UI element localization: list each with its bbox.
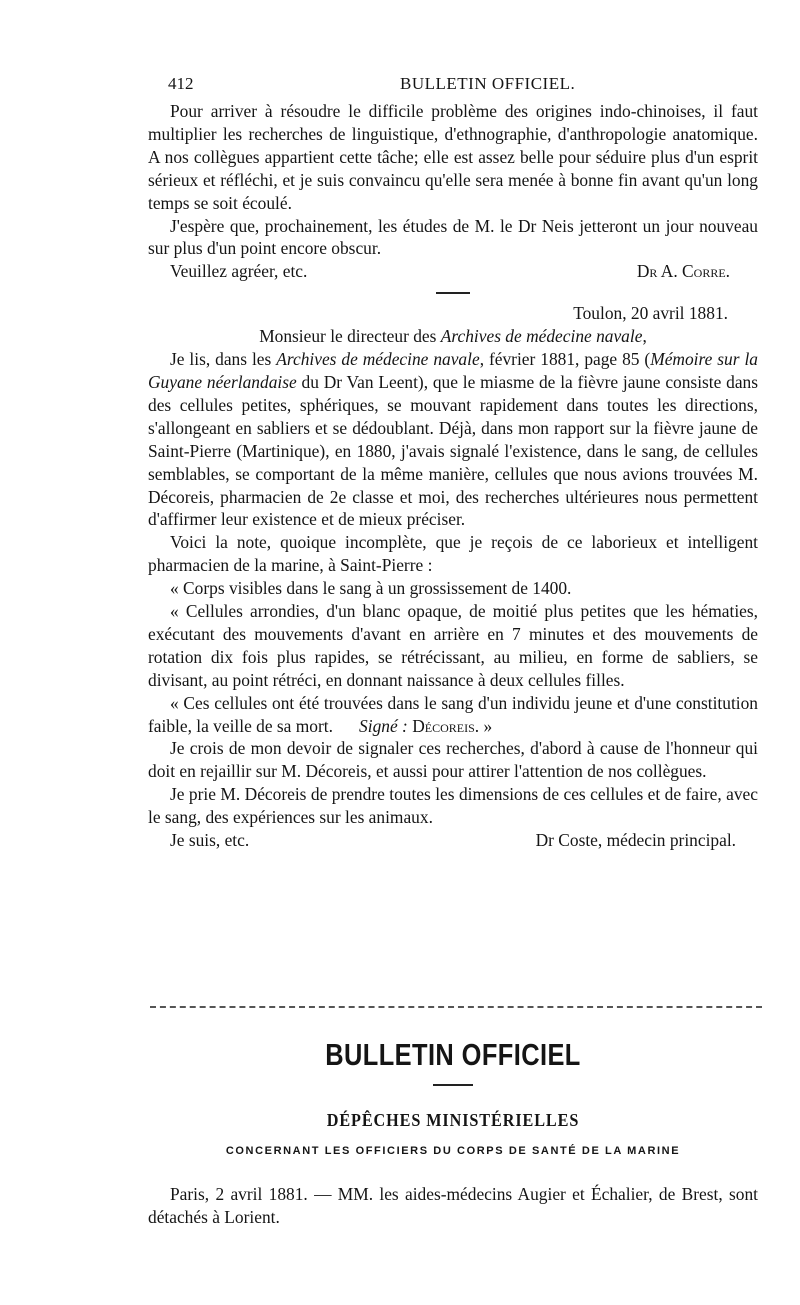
quote-paragraph-3 — [148, 692, 758, 738]
letter2-dateline: Toulon, 20 avril 1881. — [573, 303, 728, 324]
bulletin-section — [148, 1035, 758, 1157]
p1-text-b: , février 1881, page 85 ( — [479, 349, 651, 370]
letter1-signature: Dr A. Corre. — [636, 261, 730, 282]
page-header — [168, 74, 753, 100]
p1-memoir-title: Mémoire sur la Guyane néerlandaise — [148, 349, 758, 392]
quote-3-signed: Signé : — [359, 715, 408, 736]
section-title: BULLETIN OFFICIEL — [325, 1037, 581, 1072]
section-divider — [150, 1006, 762, 1008]
section-subtitle: DÉPÊCHES MINISTÉRIELLES — [326, 1110, 580, 1130]
salutation-journal: Archives de médecine navale — [440, 326, 643, 347]
quote-paragraph-2: « Cellules arrondies, d'un blanc opaque, de moitié plus petites que les hématies, exécutant des mouvements d'avant en arrière en 7 minutes et des mouvements de rotation dix fois plus rapides, se rétrécissant, au milieu, en forme de sabliers, se divisant, au point rétréci, en donnant naissance à deux cellules filles. — [148, 601, 758, 690]
letters-body — [148, 100, 758, 852]
letter1-closing: Veuillez agréer, etc. — [170, 261, 308, 282]
salutation-comma: , — [642, 326, 647, 347]
quote-paragraph-1: « Corps visibles dans le sang à un grossissement de 1400. — [170, 578, 572, 599]
letter1-paragraph-2: J'espère que, prochainement, les études de M. le Dr Neis jetteront un jour nouveau sur plus d'un point encore obscur. — [148, 215, 758, 259]
letter2-paragraph-3: Je crois de mon devoir de signaler ces recherches, d'abord à cause de l'honneur qui doit en rejaillir sur M. Décoreis, et aussi pour attirer l'attention de nos collègues. — [148, 738, 758, 782]
title-rule — [433, 1084, 473, 1086]
quote-3-text: « Ces cellules ont été trouvées dans le sang d'un individu jeune et d'une constitution faible, la veille de sa mort. — [148, 692, 758, 736]
page-number: 412 — [168, 74, 194, 93]
letter1-paragraph-1: Pour arriver à résoudre le difficile problème des origines indo-chinoises, il faut multiplier les recherches de linguistique, d'ethnographie, d'anthropologie anatomique. A nos collègues appartient cette tâche; elle est assez belle pour séduire plus d'un esprit sérieux et réfléchi, et je suis convaincu qu'elle sera menée à bonne fin avant qu'un long temps se soit écoulé. — [148, 101, 758, 213]
letter2-closing: Je suis, etc. — [170, 830, 250, 851]
letter2-paragraph-4: Je prie M. Décoreis de prendre toutes les dimensions de ces cellules et de faire, avec le sang, des expériences sur les animaux. — [148, 784, 758, 828]
separator-rule — [436, 292, 470, 294]
p1-text-c: du Dr Van Leent), que le miasme de la fièvre jaune consiste dans des cellules petites, sphériques, se mouvant rapidement dans toutes les directions, s'allongeant en sabliers et se dédoublant. Déjà, dans mon rapport sur la fièvre jaune de Saint-Pierre (Martinique), en 1880, j'avais signalé l'existence, dans le sang, de cellules semblables, se comportant de la même manière, cellules que nous avions trouvées M. Décoreis, pharmacien de 2e classe et moi, des recherches ultérieures nous permettent d'affirmer leur existence et de mieux préciser. — [148, 371, 759, 530]
p1-journal: Archives de médecine navale — [276, 349, 480, 370]
section-heading: CONCERNANT LES OFFICIERS DU CORPS DE SANTÉ DE LA MARINE — [225, 1145, 681, 1157]
running-head: BULLETIN OFFICIEL. — [400, 74, 576, 93]
dispatch-paragraph: Paris, 2 avril 1881. — MM. les aides-médecins Augier et Échalier, de Brest, sont détachés à Lorient. — [148, 1184, 758, 1227]
letter2-paragraph-2: Voici la note, quoique incomplète, que je reçois de ce laborieux et intelligent pharmacien de la marine, à Saint-Pierre : — [148, 532, 758, 576]
salutation-text: Monsieur le directeur des — [259, 326, 441, 347]
quote-3-name: Décoreis. » — [412, 715, 493, 736]
letter2-salutation — [148, 325, 758, 348]
letter2-signature: Dr Coste, médecin principal. — [535, 830, 736, 851]
letter1-closing-row — [148, 260, 758, 283]
p1-text-a: Je lis, dans les — [170, 349, 277, 370]
letter2-paragraph-1 — [148, 348, 758, 531]
dispatch-body — [148, 1183, 758, 1229]
letter2-closing-row — [148, 829, 758, 852]
